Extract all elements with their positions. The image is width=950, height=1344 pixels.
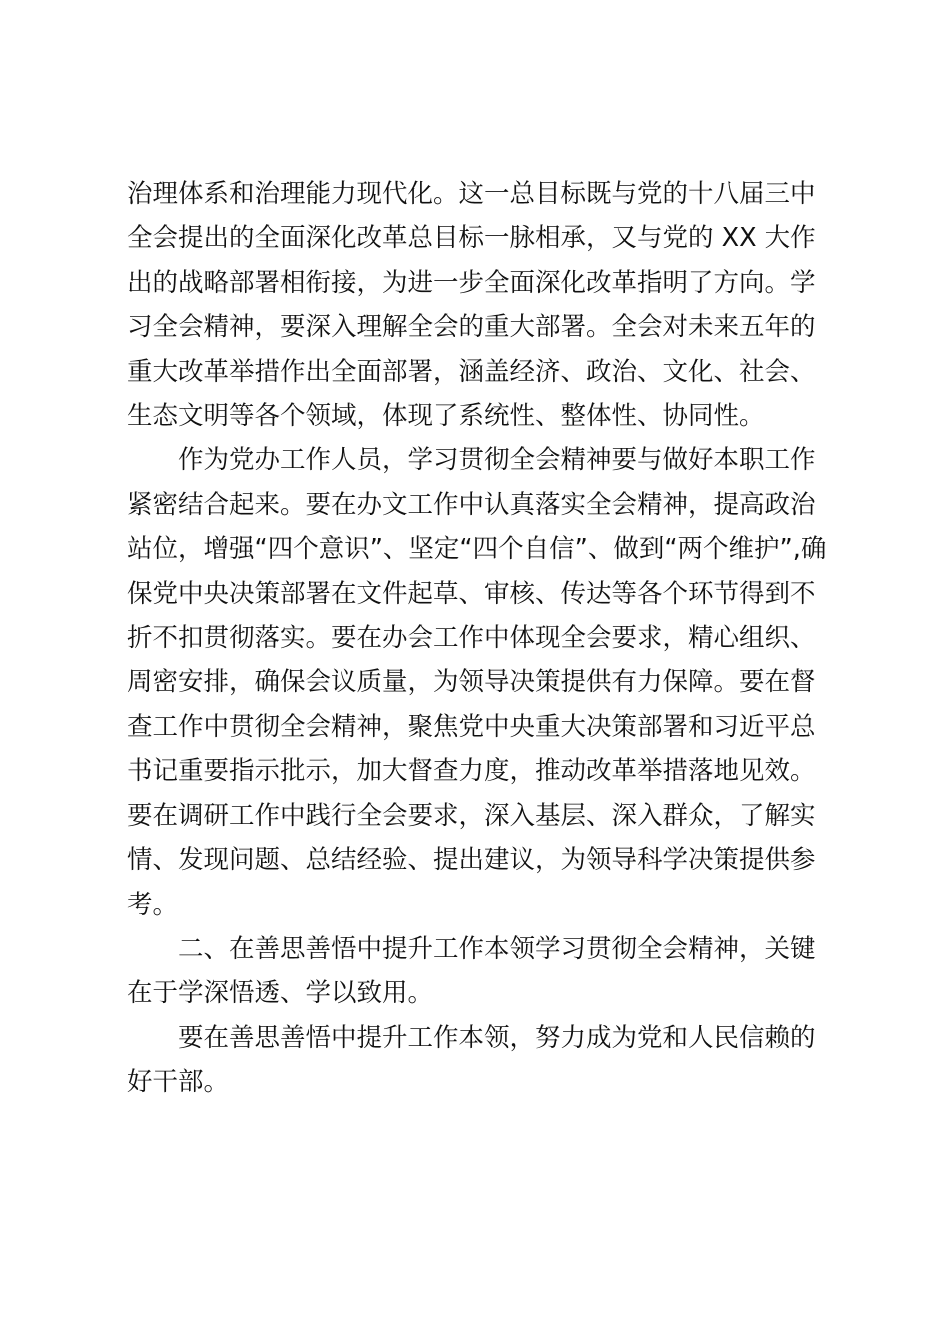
- text-line: 全会提出的全面深化改革总目标一脉相承，又与党的 XX 大作: [127, 223, 816, 254]
- text-line: 保党中央决策部署在文件起草、审核、传达等各个环节得到不: [127, 578, 816, 609]
- text-line: 周密安排，确保会议质量，为领导决策提供有力保障。要在督: [127, 667, 816, 698]
- text-line: 情、发现问题、总结经验、提出建议，为领导科学决策提供参: [127, 845, 816, 876]
- text-line: 在于学深悟透、学以致用。: [127, 978, 434, 1009]
- paragraph-1: [127, 172, 827, 438]
- text-line: 好干部。: [127, 1067, 230, 1098]
- paragraph-4: [127, 1016, 827, 1105]
- text-line: 二、在善思善悟中提升工作本领学习贯彻全会精神，关键: [178, 933, 816, 964]
- text-line: 考。: [127, 889, 179, 920]
- text-line: 书记重要指示批示，加大督查力度，推动改革举措落地见效。: [127, 756, 816, 787]
- text-line: 生态文明等各个领域，体现了系统性、整体性、协同性。: [127, 401, 765, 432]
- text-line: 折不扣贯彻落实。要在办会工作中体现全会要求，精心组织、: [127, 623, 816, 654]
- text-line: 站位，增强“四个意识”、坚定“四个自信”、做到“两个维护”,确: [127, 534, 827, 565]
- text-line: 要在调研工作中践行全会要求，深入基层、深入群众，了解实: [127, 800, 816, 831]
- text-line: 查工作中贯彻全会精神，聚焦党中央重大决策部署和习近平总: [127, 711, 816, 742]
- text-line: 作为党办工作人员，学习贯彻全会精神要与做好本职工作: [178, 445, 816, 476]
- document-body: [127, 172, 827, 1105]
- paragraph-3: [127, 927, 827, 1016]
- paragraph-2: [127, 438, 827, 926]
- text-line: 习全会精神，要深入理解全会的重大部署。全会对未来五年的: [127, 312, 816, 343]
- text-line: 要在善思善悟中提升工作本领，努力成为党和人民信赖的: [178, 1022, 816, 1053]
- text-line: 出的战略部署相衔接，为进一步全面深化改革指明了方向。学: [127, 267, 816, 298]
- text-line: 重大改革举措作出全面部署，涵盖经济、政治、文化、社会、: [127, 356, 816, 387]
- text-line: 紧密结合起来。要在办文工作中认真落实全会精神，提高政治: [127, 489, 816, 520]
- text-line: 治理体系和治理能力现代化。这一总目标既与党的十八届三中: [127, 179, 816, 209]
